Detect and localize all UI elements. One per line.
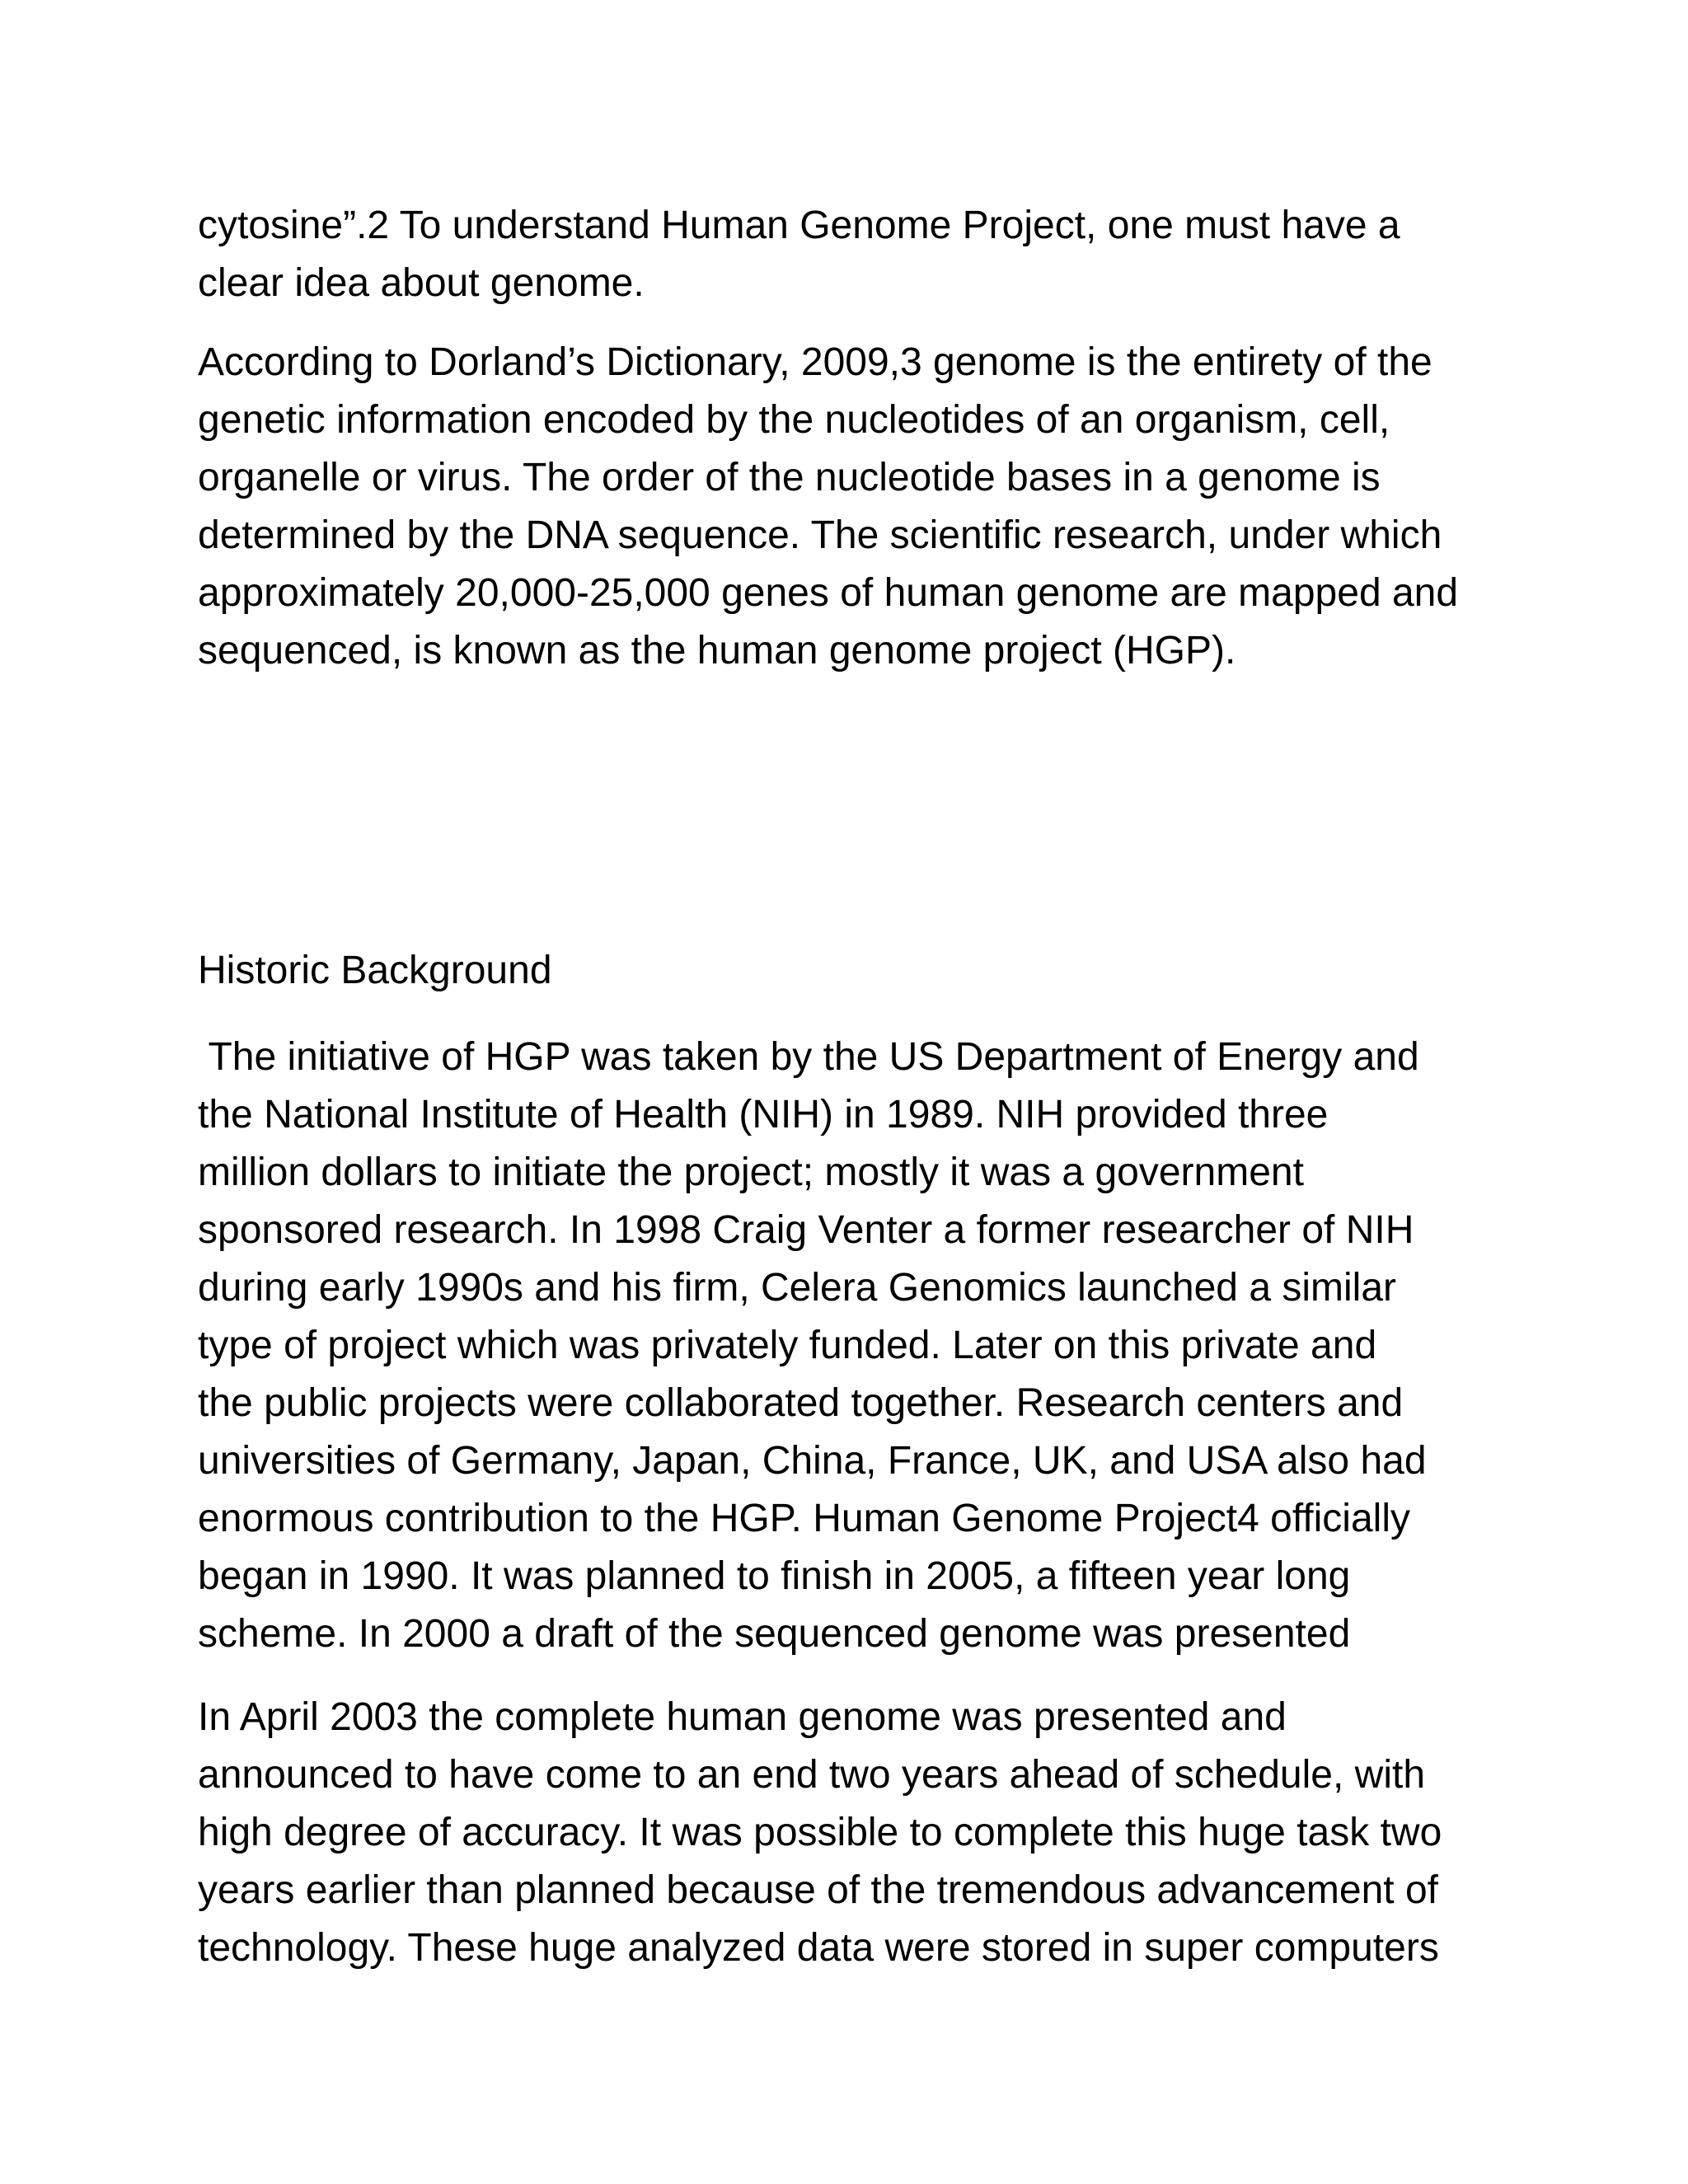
text-line: sponsored research. In 1998 Craig Venter a former researcher of NIH: [198, 1208, 1414, 1252]
text-line: In April 2003 the complete human genome was presented and: [198, 1695, 1287, 1739]
text-line: technology. These huge analyzed data were stored in super computers: [198, 1926, 1439, 1970]
text-line: clear idea about genome.: [198, 261, 645, 305]
text-line: the public projects were collaborated together. Research centers and: [198, 1381, 1404, 1425]
text-line: cytosine”.2 To understand Human Genome Project, one must have a: [198, 204, 1400, 247]
text-line: universities of Germany, Japan, China, France, UK, and USA also had: [198, 1439, 1427, 1483]
text-line: The initiative of HGP was taken by the US Department of Energy and: [198, 1035, 1419, 1079]
text-line: began in 1990. It was planned to finish in 2005, a fifteen year long: [198, 1554, 1351, 1598]
paragraph-historic-background: [198, 1029, 1500, 1663]
text-line: According to Dorland’s Dictionary, 2009,3 genome is the entirety of the: [198, 340, 1432, 384]
text-line: during early 1990s and his firm, Celera Genomics launched a similar: [198, 1266, 1397, 1310]
text-line: organelle or virus. The order of the nucleotide bases in a genome is: [198, 456, 1381, 499]
text-line: sequenced, is known as the human genome project (HGP).: [198, 629, 1236, 673]
paragraph-genome-definition: [198, 334, 1500, 680]
paragraph-completion: [198, 1689, 1500, 1977]
text-line: enormous contribution to the HGP. Human Genome Project4 officially: [198, 1497, 1410, 1540]
text-line: determined by the DNA sequence. The scientific research, under which: [198, 513, 1442, 557]
text-line: announced to have come to an end two years ahead of schedule, with: [198, 1753, 1426, 1797]
text-line: scheme. In 2000 a draft of the sequenced genome was presented: [198, 1612, 1351, 1656]
text-line: the National Institute of Health (NIH) in 1989. NIH provided three: [198, 1093, 1329, 1137]
text-line: type of project which was privately funded. Later on this private and: [198, 1324, 1377, 1367]
text-line: years earlier than planned because of the tremendous advancement of: [198, 1868, 1438, 1912]
heading-text: Historic Background: [198, 949, 552, 992]
paragraph-genome-intro: [198, 197, 1500, 312]
text-line: million dollars to initiate the project; mostly it was a government: [198, 1151, 1304, 1194]
text-line: approximately 20,000-25,000 genes of human genome are mapped and: [198, 571, 1459, 615]
section-heading: [198, 942, 1500, 1000]
text-line: genetic information encoded by the nucleotides of an organism, cell,: [198, 398, 1390, 442]
text-line: high degree of accuracy. It was possible to complete this huge task two: [198, 1811, 1442, 1854]
